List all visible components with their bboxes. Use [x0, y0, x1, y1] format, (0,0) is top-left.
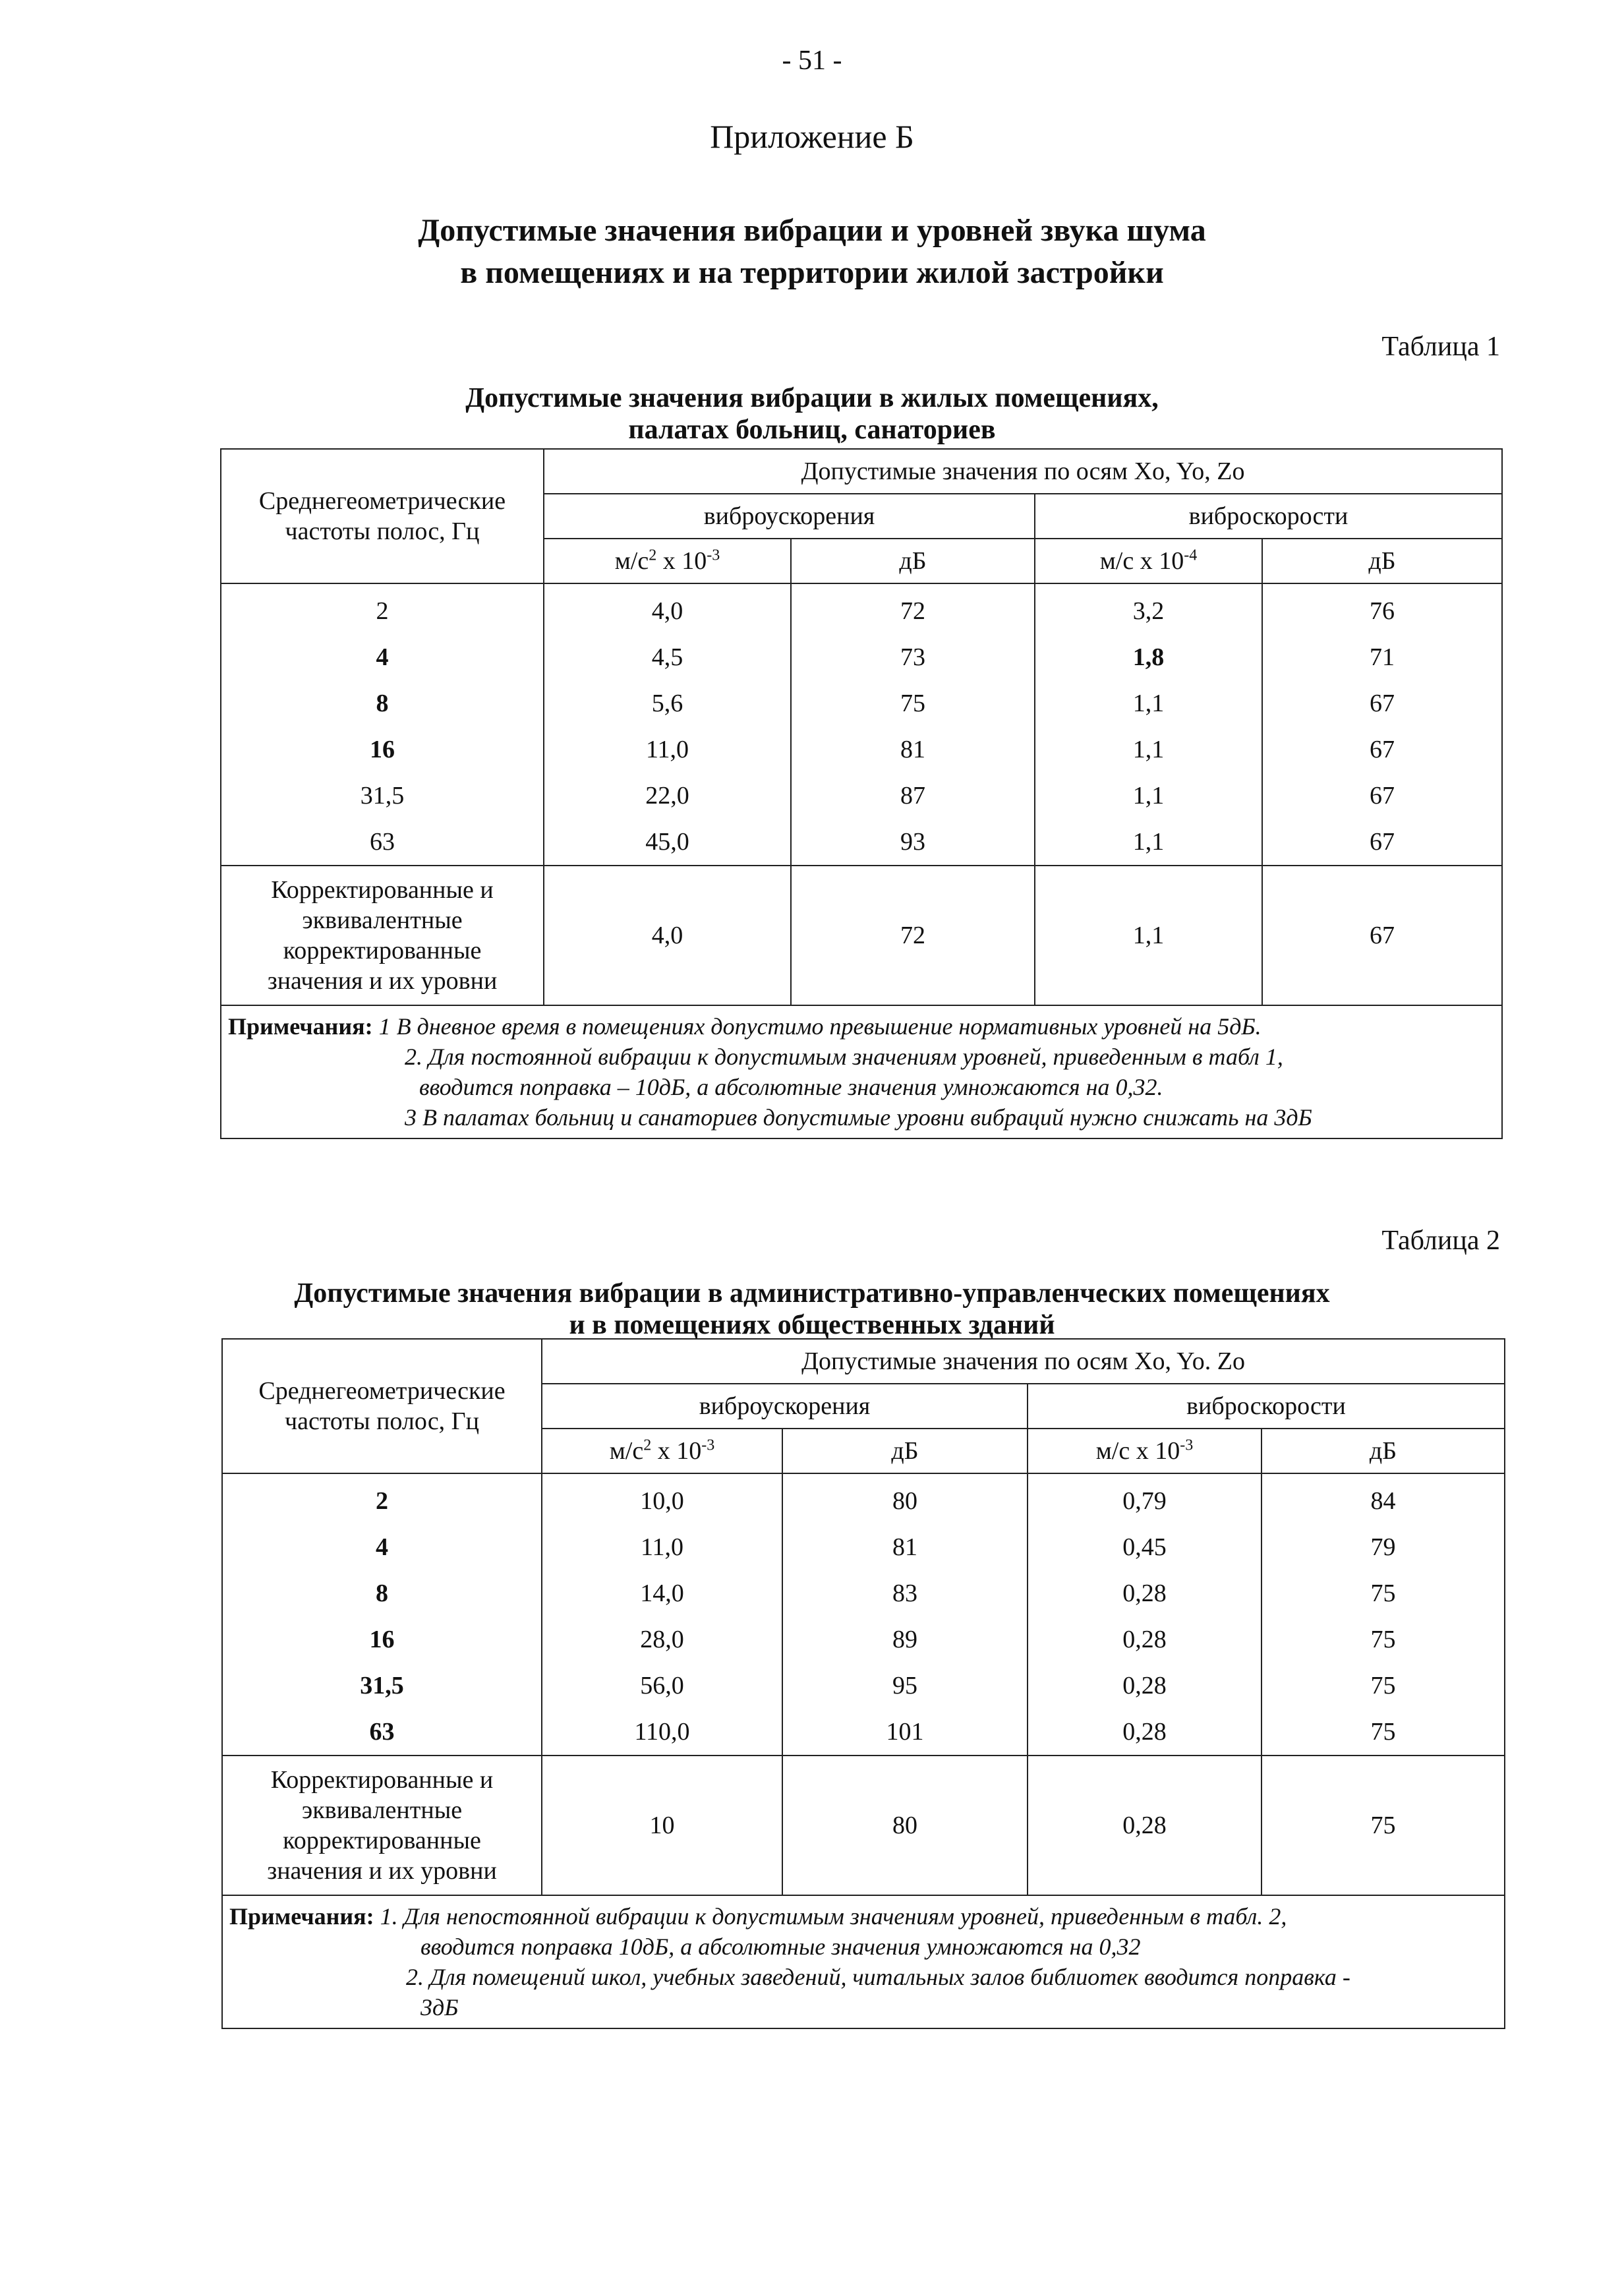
table1-label: Таблица 1 — [1381, 332, 1500, 362]
vel-unit-exp: -4 — [1184, 546, 1198, 564]
table-row — [222, 1524, 1505, 1570]
vel-cell: 1,8 — [1035, 634, 1262, 680]
notes — [221, 1005, 1502, 1138]
table2 — [221, 1338, 1505, 2029]
vel-cell: 0,45 — [1028, 1524, 1262, 1570]
accel-db-header: дБ — [782, 1429, 1028, 1473]
freq-cell: 63 — [222, 1709, 542, 1756]
vel-db-cell: 75 — [1262, 1663, 1505, 1709]
vel-cell: 3,2 — [1035, 583, 1262, 634]
table-row — [222, 1663, 1505, 1709]
notes — [222, 1895, 1505, 2028]
main-title-line2: в помещениях и на территории жилой застройки — [460, 255, 1164, 290]
table1-caption-line1: Допустимые значения вибрации в жилых помещениях, — [465, 383, 1159, 413]
table-row — [222, 1473, 1505, 1524]
accel-cell: 28,0 — [542, 1616, 782, 1663]
page-number: - 51 - — [782, 45, 842, 76]
accel-db-cell: 93 — [791, 819, 1035, 866]
axes-header: Допустимые значения по осям Xo, Yo. Zo — [542, 1339, 1505, 1384]
vel-db-cell: 67 — [1262, 819, 1502, 866]
accel-db-cell: 89 — [782, 1616, 1028, 1663]
freq-cell: 8 — [222, 1570, 542, 1616]
note-1: 1 В дневное время в помещениях допустимо превышение нормативных уровней на 5дБ. — [378, 1013, 1262, 1040]
vel-unit-base: м/с x 10 — [1099, 547, 1184, 575]
table-row — [222, 1616, 1505, 1663]
vel-db-cell: 84 — [1262, 1473, 1505, 1524]
axes-header: Допустимые значения по осям Xo, Yo, Zo — [544, 449, 1502, 494]
vel-db-cell: 76 — [1262, 583, 1502, 634]
accel-cell: 4,5 — [544, 634, 791, 680]
vel-unit-header — [1028, 1429, 1262, 1473]
summary-accel: 4,0 — [544, 866, 791, 1005]
accel-cell: 4,0 — [544, 583, 791, 634]
velocity-header: виброскорости — [1035, 494, 1502, 539]
accel-db-cell: 73 — [791, 634, 1035, 680]
vel-db-cell: 67 — [1262, 773, 1502, 819]
vel-db-cell: 75 — [1262, 1570, 1505, 1616]
table2-caption-line2: и в помещениях общественных зданий — [569, 1310, 1055, 1340]
freq-cell: 4 — [221, 634, 544, 680]
note-3: 3 В палатах больниц и санаториев допустимые уровни вибраций нужно снижать на 3дБ — [405, 1104, 1312, 1131]
appendix-title: Приложение Б — [710, 118, 914, 155]
accel-cell: 11,0 — [542, 1524, 782, 1570]
vel-cell: 1,1 — [1035, 680, 1262, 726]
freq-header: Среднегеометрические частоты полос, Гц — [222, 1339, 542, 1473]
accel-unit-exp: -3 — [707, 546, 720, 564]
vel-cell: 1,1 — [1035, 773, 1262, 819]
vel-cell: 0,79 — [1028, 1473, 1262, 1524]
table2-label: Таблица 2 — [1381, 1225, 1500, 1256]
accel-db-cell: 75 — [791, 680, 1035, 726]
freq-cell: 4 — [222, 1524, 542, 1570]
table-row — [221, 726, 1502, 773]
accel-header: виброускорения — [542, 1384, 1028, 1429]
accel-cell: 45,0 — [544, 819, 791, 866]
accel-cell: 22,0 — [544, 773, 791, 819]
freq-header: Среднегеометрические частоты полос, Гц — [221, 449, 544, 583]
accel-cell: 11,0 — [544, 726, 791, 773]
freq-cell: 2 — [222, 1473, 542, 1524]
vel-cell: 0,28 — [1028, 1663, 1262, 1709]
freq-cell: 16 — [221, 726, 544, 773]
vel-db-cell: 75 — [1262, 1616, 1505, 1663]
table-row — [221, 583, 1502, 634]
summary-vel: 0,28 — [1028, 1756, 1262, 1895]
table-row — [222, 1709, 1505, 1756]
summary-vel-db: 67 — [1262, 866, 1502, 1005]
summary-vel-db: 75 — [1262, 1756, 1505, 1895]
vel-db-cell: 67 — [1262, 726, 1502, 773]
note-2a: 2. Для помещений школ, учебных заведений, читальных залов библиотек вводится поправка - — [406, 1964, 1350, 1990]
table2-caption-line1: Допустимые значения вибрации в административно-управленческих помещениях — [294, 1278, 1330, 1309]
accel-db-header: дБ — [791, 539, 1035, 583]
summary-label: Корректированные и эквивалентные корректированные значения и их уровни — [222, 1756, 542, 1895]
vel-cell: 1,1 — [1035, 819, 1262, 866]
vel-db-cell: 75 — [1262, 1709, 1505, 1756]
vel-db-cell: 71 — [1262, 634, 1502, 680]
vel-db-cell: 79 — [1262, 1524, 1505, 1570]
accel-unit-base: м/с — [614, 547, 649, 575]
accel-db-cell: 72 — [791, 583, 1035, 634]
accel-unit-sq: 2 — [643, 1436, 652, 1454]
table1 — [220, 448, 1503, 1139]
freq-cell: 63 — [221, 819, 544, 866]
table-row — [221, 773, 1502, 819]
table-row — [221, 819, 1502, 866]
vel-unit-base: м/с x 10 — [1095, 1437, 1180, 1465]
note-2b: вводится поправка – 10дБ, а абсолютные значения умножаются на 0,32. — [419, 1074, 1163, 1100]
notes-label: Примечания: — [229, 1903, 374, 1930]
vel-unit-exp: -3 — [1180, 1436, 1194, 1454]
summary-vel: 1,1 — [1035, 866, 1262, 1005]
accel-db-cell: 101 — [782, 1709, 1028, 1756]
accel-unit-header — [544, 539, 791, 583]
freq-cell: 16 — [222, 1616, 542, 1663]
note-1a: 1. Для непостоянной вибрации к допустимым значениям уровней, приведенным в табл. 2, — [380, 1903, 1287, 1930]
table1-caption-line2: палатах больниц, санаториев — [628, 415, 996, 445]
vel-unit-header — [1035, 539, 1262, 583]
summary-accel-db: 72 — [791, 866, 1035, 1005]
freq-cell: 2 — [221, 583, 544, 634]
table-row — [221, 634, 1502, 680]
summary-row — [221, 866, 1502, 1005]
vel-cell: 0,28 — [1028, 1616, 1262, 1663]
accel-cell: 110,0 — [542, 1709, 782, 1756]
notes-label: Примечания: — [228, 1013, 373, 1040]
accel-cell: 5,6 — [544, 680, 791, 726]
velocity-header: виброскорости — [1028, 1384, 1505, 1429]
accel-db-cell: 80 — [782, 1473, 1028, 1524]
accel-unit-mult: x 10 — [656, 547, 707, 575]
accel-unit-header — [542, 1429, 782, 1473]
summary-accel: 10 — [542, 1756, 782, 1895]
freq-cell: 31,5 — [222, 1663, 542, 1709]
main-title-line1: Допустимые значения вибрации и уровней звука шума — [418, 213, 1206, 248]
accel-db-cell: 81 — [791, 726, 1035, 773]
table-row — [222, 1570, 1505, 1616]
accel-db-cell: 81 — [782, 1524, 1028, 1570]
accel-db-cell: 83 — [782, 1570, 1028, 1616]
summary-row — [222, 1756, 1505, 1895]
note-2b: 3дБ — [420, 1994, 459, 2021]
note-1b: вводится поправка 10дБ, а абсолютные значения умножаются на 0,32 — [420, 1934, 1141, 1960]
vel-db-header: дБ — [1262, 1429, 1505, 1473]
vel-db-cell: 67 — [1262, 680, 1502, 726]
table2-caption — [0, 1278, 1624, 1341]
vel-cell: 1,1 — [1035, 726, 1262, 773]
accel-unit-mult: x 10 — [651, 1437, 702, 1465]
accel-db-cell: 95 — [782, 1663, 1028, 1709]
note-2a: 2. Для постоянной вибрации к допустимым значениям уровней, приведенным в табл 1, — [405, 1044, 1283, 1070]
table-row — [221, 680, 1502, 726]
accel-cell: 10,0 — [542, 1473, 782, 1524]
accel-unit-exp: -3 — [701, 1436, 715, 1454]
freq-cell: 8 — [221, 680, 544, 726]
vel-cell: 0,28 — [1028, 1709, 1262, 1756]
accel-unit-sq: 2 — [649, 546, 657, 564]
table1-caption — [0, 382, 1624, 446]
accel-cell: 56,0 — [542, 1663, 782, 1709]
accel-header: виброускорения — [544, 494, 1035, 539]
summary-label: Корректированные и эквивалентные корректированные значения и их уровни — [221, 866, 544, 1005]
accel-unit-base: м/с — [609, 1437, 644, 1465]
vel-db-header: дБ — [1262, 539, 1502, 583]
main-title — [0, 210, 1624, 294]
vel-cell: 0,28 — [1028, 1570, 1262, 1616]
freq-cell: 31,5 — [221, 773, 544, 819]
accel-db-cell: 87 — [791, 773, 1035, 819]
summary-accel-db: 80 — [782, 1756, 1028, 1895]
accel-cell: 14,0 — [542, 1570, 782, 1616]
